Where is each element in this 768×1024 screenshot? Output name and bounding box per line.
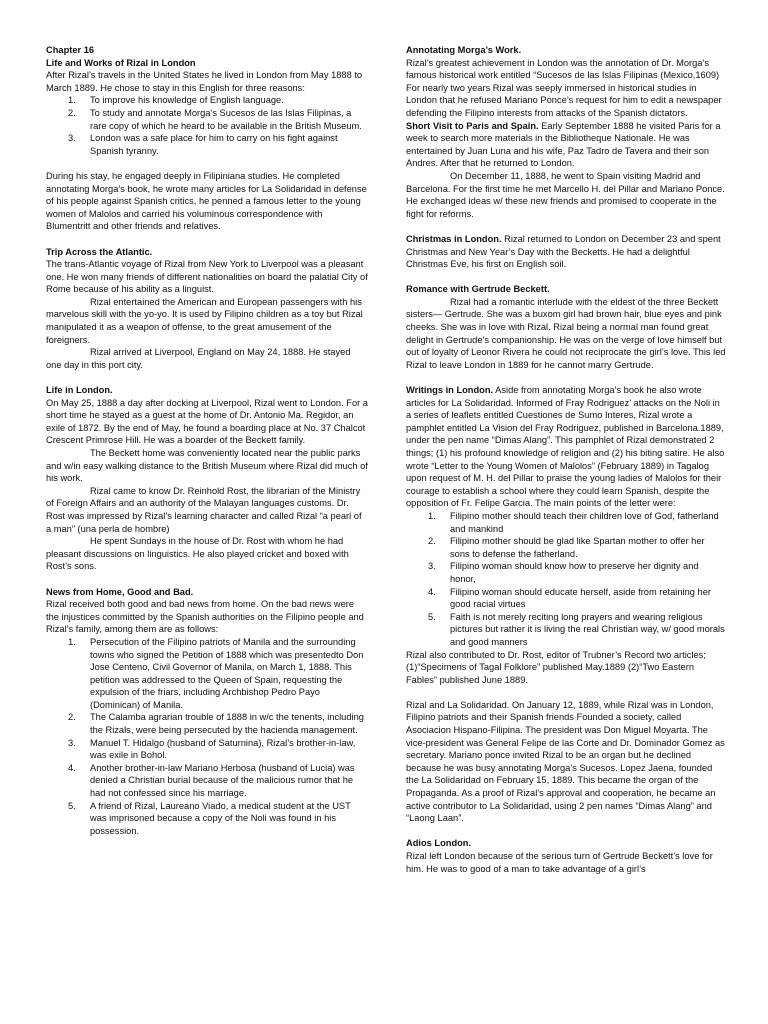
list-item bbox=[406, 611, 726, 649]
stay-paragraph: During his stay, he engaged deeply in Filipiniana studies. He completed annotating Morga’s book, he wrote many articles for La Solidaridad in defense of his people against Spanish critics, he penned a famous letter to the young women of Malolos and carried his voluminous correspondence with Blumentritt and other friends and relatives. bbox=[46, 170, 367, 232]
item-number: 3. bbox=[68, 737, 76, 748]
item-text: Filipino woman should educate herself, aside from retaining her good racial virtues bbox=[450, 586, 711, 610]
paragraph: Rizal’s greatest achievement in London was the annotation of Dr. Morga’s famous historical work entitled “Sucesos de las Islas Filipinas (Mexico,1609) For nearly two years Rizal was seeply immersed in historical studies in London that he refused Mariano Ponce’s request for him to edit a newspaper defending the Filipino interests from attacks of the Spanish dictators. bbox=[406, 57, 722, 118]
section-heading: Adios London. bbox=[406, 838, 472, 849]
item-text: Filipino woman should know how to preserve her dignity and honor, bbox=[450, 561, 699, 584]
paragraph: Rizal also contributed to Dr. Rost, editor of Trubner’s Record two articles; (1)“Specimens of Tagal Folklore” published May.1889 (2)“Two Eastern Fables” published June 1889. bbox=[406, 649, 706, 685]
inline-heading: Christmas in London. bbox=[406, 233, 502, 244]
item-text: To study and annotate Morga’s Sucesos de las Islas Filipinas, a rare copy of which he heard to be available in the British Museum. bbox=[90, 107, 362, 131]
paragraph: Rizal had a romantic interlude with the eldest of the three Beckett sisters— Gertrude. She was a buxom girl had brown hair, blue eyes and pink cheeks. She was in love with Rizal. Rizal being a normal man found great delight in Gertrude’s companionship. He was on the verge of love himself but out of loyalty of Leonor Rivera he could not reciprocate the girl’s love. This led Rizal to leave London in 1889 for he cannot marry Gertrude. bbox=[406, 296, 726, 370]
paragraph: The Beckett home was conveniently located near the public parks and w/in easy walking distance to the British Museum where Rizal did much of his work. bbox=[46, 448, 368, 484]
list-item bbox=[46, 762, 368, 800]
list-item bbox=[46, 94, 368, 107]
item-number: 1. bbox=[68, 636, 76, 647]
item-number: 1. bbox=[68, 95, 76, 106]
section-heading: Annotating Morga’s Work. bbox=[406, 45, 522, 55]
item-text: Filipino mother should be glad like Spartan mother to offer her sons to defense the fatherland. bbox=[450, 536, 705, 559]
left-column bbox=[46, 44, 368, 837]
list-item bbox=[406, 560, 726, 585]
item-text: A friend of Rizal, Laureano Viado, a medical student at the UST was imprisoned because a copy of the Noli was found in his possession. bbox=[90, 800, 351, 836]
intro-paragraph: After Rizal’s travels in the United States he lived in London from May 1888 to March 1889. He chose to stay in this English for three reasons: bbox=[46, 70, 363, 93]
paragraph-text: Rizal returned to London on December 23 and spent Christmas and New Year’s Day with the Becketts. He had a delightful Christmas Eve, his first on English soil. bbox=[406, 233, 721, 270]
paragraph: Rizal entertained the American and European passengers with his marvelous skill with the yo-yo. It is used by Filipino children as a toy but Rizal manipulated it as a weapon of offense, to the great amusement of the foreigners. bbox=[46, 296, 363, 345]
section-heading: Trip Across the Atlantic. bbox=[46, 246, 153, 257]
item-text: To improve his knowledge of English language. bbox=[90, 95, 284, 106]
list-item bbox=[406, 535, 726, 560]
item-number: 5. bbox=[428, 611, 436, 622]
section-heading: Romance with Gertrude Beckett. bbox=[406, 284, 550, 295]
news-list bbox=[46, 636, 368, 838]
paragraph: He spent Sundays in the house of Dr. Rost with whom he had pleasant discussions on linguistics. He also played cricket and boxed with Rost’s sons. bbox=[46, 536, 349, 572]
item-number: 2. bbox=[68, 107, 76, 118]
paragraph: Rizal arrived at Liverpool, England on May 24, 1888. He stayed one day in this port city. bbox=[46, 347, 351, 370]
inline-heading: Writings in London. bbox=[406, 385, 494, 396]
letter-points-list bbox=[406, 510, 726, 649]
item-number: 3. bbox=[68, 133, 76, 144]
item-text: Filipino mother should teach their children love of God, fatherland and mankind bbox=[450, 510, 719, 534]
list-item bbox=[46, 737, 368, 762]
paragraph: On May 25, 1888 a day after docking at Liverpool, Rizal went to London. For a short time he stayed as a guest at the home of Dr. Antonio Ma. Regidor, an exile of 1872. By the end of May, he found a boarding place at No. 37 Chalcot Crescent Primrose Hill. He was a boarder of the Beckett family. bbox=[46, 397, 368, 446]
section-heading: News from Home, Good and Bad. bbox=[46, 586, 194, 597]
paragraph bbox=[406, 384, 726, 510]
list-item bbox=[46, 636, 368, 712]
item-number: 5. bbox=[68, 800, 76, 811]
chapter-title: Life and Works of Rizal in London bbox=[46, 57, 196, 68]
list-item bbox=[46, 800, 368, 838]
paragraph-text: Aside from annotating Morga’s book he also wrote articles for La Solidaridad. Informed of Fray Rodriguez’ attacks on the Noli in a series of leaflets entitled Cuestiones de Sumo Interes, Rizal wrote a pamphlet entitled La Vision del Fray Rodriguez, published in Barcelona.1889, under the pen name “Dimas Alang”. This pamphlet of Rizal demonstrated 2 things; (1) his profound knowledge of religion and (2) his biting satire. He also wrote “Letter to the Young Women of Malolos” (February 1889) in Tagalog upon request of M. H. del Pillar to praise the young ladies of Malolos for their courage to establish a school where they could learn Spanish, despite the opposition of Fr. Felipe Garcia. The main points of the letter were: bbox=[406, 385, 725, 509]
paragraph-text: Early September 1888 he visited Paris for a week to search more materials in the Bibliotheque Nationale. He was entertained by Juan Luna and his wife, Paz Tadro de Tavera and their son Andres. After that he returned to London. bbox=[406, 120, 721, 169]
paragraph: Rizal came to know Dr. Reinhold Rost, the librarian of the Ministry of Foreign Affairs and an authority of the Malayan languages customs. Dr. Rost was impressed by Rizal’s learning character and called Rizal “a pearl of a man” (una perla de hombre) bbox=[46, 485, 362, 534]
item-number: 2. bbox=[68, 712, 76, 723]
inline-heading: Short Visit to Paris and Spain. bbox=[406, 120, 539, 131]
item-text: Faith is not merely reciting long prayers and wearing religious pictures but rather it is living the real Christian way, w/ good morals and good manners bbox=[450, 611, 725, 647]
item-text: London was a safe place for him to carry on his fight against Spanish tyranny. bbox=[90, 133, 338, 156]
item-number: 3. bbox=[428, 561, 436, 572]
item-text: Persecution of the Filipino patriots of Manila and the surrounding towns who signed the Petition of 1888 which was presentedto Don Jose Centeno, Civil Governor of Manila, on March 1, 1888. This petition was addressed to the Queen of Spain, requesting the expulsion of the friars, including Archbishop Pedro Payo (Dominican) of Manila. bbox=[90, 636, 364, 710]
list-item bbox=[406, 510, 726, 535]
list-item bbox=[46, 107, 368, 132]
item-number: 4. bbox=[428, 586, 436, 597]
paragraph: On December 11, 1888, he went to Spain visiting Madrid and Barcelona. For the first time he met Marcello H. del Pillar and Mariano Ponce. He exchanged ideas w/ these new friends and promised to cooperate in the fight for reforms. bbox=[406, 170, 725, 219]
paragraph: Rizal and La Solidaridad. On January 12, 1889, while Rizal was in London, Filipino patriots and their Spanish friends Founded a society, called Asociacion Hispano-Filipina. The president was Don Miguel Moyarta. The vice-president was General Felipe de las Corte and Dr. Dominador Gomez as secretary. Mariano ponce invited Rizal to be an organ but he declined because he was busy annotating Morga’s Sucesos. Lopez Jaena, founded the La Solidaridad on February 15, 1889. This became the organ of the Propaganda. As a proof of Rizal’s approval and cooperation, he became an active contributor to La Solidaridad, using 2 pen names “Dimas Alang” and “Laong Laan”. bbox=[406, 699, 725, 824]
item-text: Another brother-in-law Mariano Herbosa (husband of Lucia) was denied a Christian burial because of the malicious rumor that he had not confessed since his marriage. bbox=[90, 762, 355, 799]
paragraph bbox=[406, 120, 726, 170]
item-text: The Calamba agrarian trouble of 1888 in w/c the tenents, including the Rizals, were being persecuted by the hacienda management. bbox=[90, 712, 364, 736]
reasons-list bbox=[46, 94, 368, 157]
section-heading: Life in London. bbox=[46, 385, 113, 396]
paragraph: The trans-Atlantic voyage of Rizal from New York to Liverpool was a pleasant one. He won many friends of different nationalities on board the palatial City of Rome because of his ability as a linguist. bbox=[46, 259, 368, 295]
paragraph: Rizal left London because of the serious turn of Gertrude Beckett’s love for him. He was to good of a man to take advantage of a girl’s bbox=[406, 851, 713, 874]
list-item bbox=[406, 586, 726, 611]
list-item bbox=[46, 711, 368, 736]
item-number: 4. bbox=[68, 762, 76, 773]
list-item bbox=[46, 132, 368, 157]
item-number: 1. bbox=[428, 510, 436, 521]
right-column bbox=[406, 44, 726, 875]
chapter-number: Chapter 16 bbox=[46, 45, 95, 55]
item-number: 2. bbox=[428, 536, 436, 547]
paragraph bbox=[406, 233, 726, 271]
paragraph: Rizal received both good and bad news from home. On the bad news were the injustices committed by the Spanish authorities on the Filipino people and Rizal’s family, among them are as follows: bbox=[46, 599, 364, 635]
item-text: Manuel T. Hidalgo (husband of Saturnina), Rizal’s brother-in-law, was exile in Bohol. bbox=[90, 737, 356, 761]
